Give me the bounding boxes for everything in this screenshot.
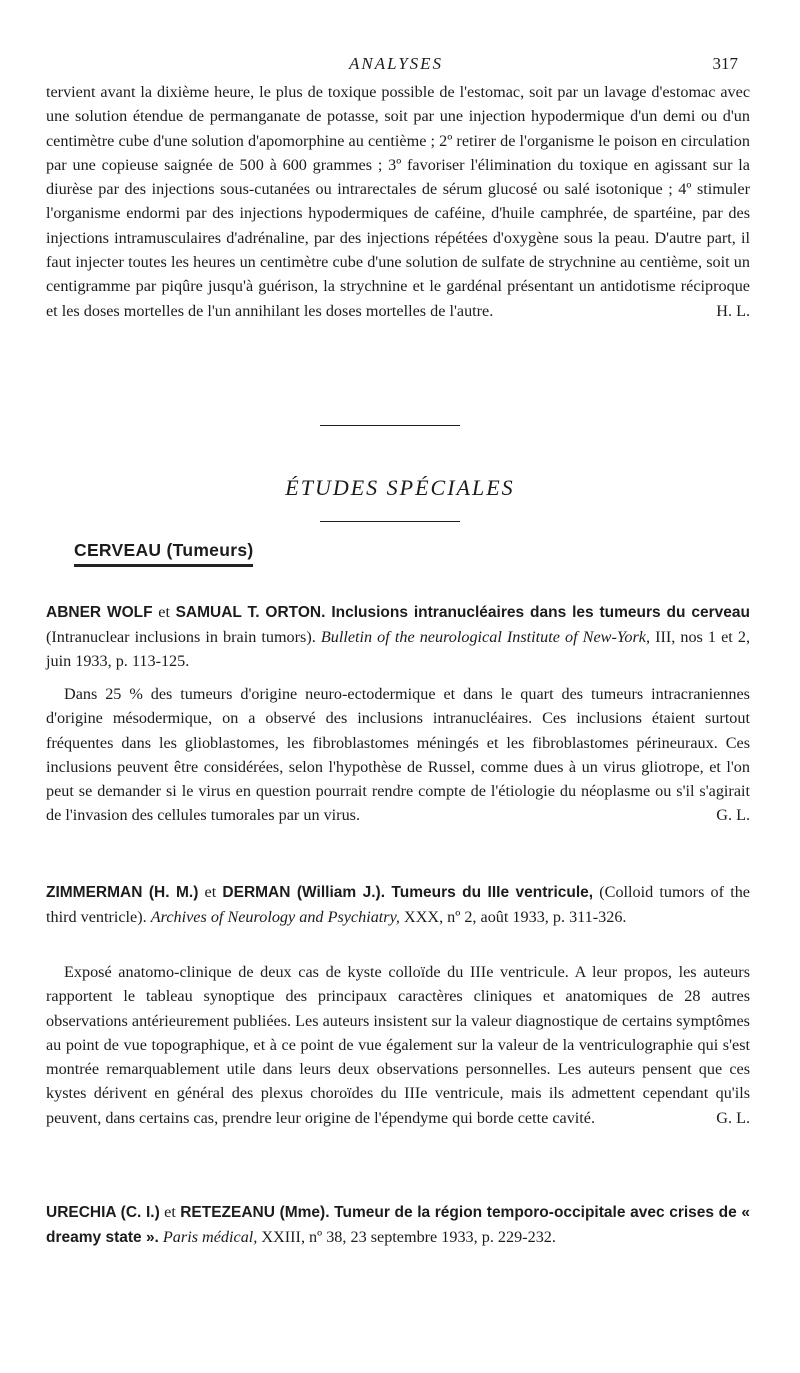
- entry-translation: (Colloid tumors of the third ventricle).: [46, 883, 750, 926]
- abstract-text: Dans 25 % des tumeurs d'origine neuro-ectodermique et dans le quart des tumeurs intracraniennes d'origine mésodermique, on a observé des inclusions intranucléaires. Ces inclusions étaient surtout fréquentes dans les glioblastomes, les fibroblastomes méningés et les fibroblastomes périneuraux. Ces inclusions peuvent être considérées, selon l'hypothèse de Russel, comme dues à un virus gliotrope, et l'on peut se demander si le virus en question pourrait rendre compte de l'étiologie du néoplasme ou s'il s'agirait de l'invasion des cellules tumorales par un virus.: [46, 685, 750, 825]
- bibliographic-entry: [46, 600, 750, 673]
- abstract-signature: G. L.: [716, 1108, 750, 1127]
- separator-rule: [320, 425, 460, 426]
- entry-journal: Paris médical,: [158, 1228, 258, 1246]
- section-title: ÉTUDES SPÉCIALES: [285, 475, 515, 500]
- entry-journal: Archives of Neurology and Psychiatry,: [150, 908, 400, 926]
- page-number: 317: [712, 54, 738, 73]
- entry-authors-2: RETEZEANU (Mme): [180, 1204, 326, 1221]
- entry-citation: XXX, nº 2, août 1933, p. 311-326.: [399, 908, 627, 926]
- intro-paragraph: [46, 80, 750, 323]
- bibliographic-entry: [46, 1200, 750, 1250]
- entry-citation: III, nos 1 et 2, juin 1933, p. 113-125.: [46, 628, 750, 670]
- entry-authors: ZIMMERMAN (H. M.): [46, 884, 199, 901]
- entry-connector: et: [152, 603, 176, 621]
- abstract-signature: G. L.: [716, 806, 750, 825]
- entry-authors: URECHIA (C. I.): [46, 1204, 160, 1221]
- subsection-heading: CERVEAU (Tumeurs): [74, 540, 253, 567]
- intro-signature: H. L.: [716, 301, 750, 320]
- entry-authors-2: SAMUAL T. ORTON: [175, 604, 322, 621]
- running-title: ANALYSES: [348, 54, 444, 73]
- bibliographic-entry: [46, 880, 750, 929]
- entry-authors: ABNER WOLF: [46, 604, 153, 621]
- entry-title: . Tumeurs du IIIe ventricule,: [380, 884, 594, 901]
- entry-translation: (Intranuclear inclusions in brain tumors).: [46, 628, 321, 646]
- entry-citation: XXIII, nº 38, 23 septembre 1933, p. 229-232.: [257, 1228, 556, 1246]
- entry-abstract: [46, 960, 750, 1130]
- entry-journal: Bulletin of the neurological Institute of New-York,: [320, 628, 650, 646]
- entry-abstract: [46, 682, 750, 828]
- entry-title: . Tumeur de la région temporo-occipitale avec crises de « dreamy state ».: [46, 1204, 751, 1246]
- entry-title: . Inclusions intranucléaires dans les tumeurs du cerveau: [321, 604, 750, 621]
- abstract-text: Exposé anatomo-clinique de deux cas de kyste colloïde du IIIe ventricule. A leur propos, les auteurs rapportent le tableau synoptique des principaux caractères cliniques et anatomiques de 28 autres observations antérieurement publiées. Les auteurs insistent sur la valeur diagnostique de certains symptômes au point de vue topographique, et à ce point de vue également sur la valeur de la ventriculographie qui s'est montrée remarquablement utile dans leurs deux observations personnelles. Les auteurs pensent que ces kystes dérivent en général des plexus choroïdes du IIIe ventricule, mais ils admettent cependant qu'ils peuvent, dans certains cas, prendre leur origine de l'épendyme qui borde cette cavité.: [46, 963, 750, 1127]
- section-rule: [320, 521, 460, 522]
- entry-connector: et: [198, 883, 223, 901]
- entry-connector: et: [159, 1203, 181, 1221]
- intro-text: tervient avant la dixième heure, le plus de toxique possible de l'estomac, soit par un lavage d'estomac avec une solution étendue de permanganate de potasse, soit par une injection hypodermique d'un demi ou d'un centimètre cube d'une solution d'apomorphine au centième ; 2º retirer de l'organisme le poison en circulation par une copieuse saignée de 500 à 600 grammes ; 3º favoriser l'élimination du toxique en agissant sur la diurèse par des injections sous-cutanées ou intrarectales de sérum glucosé ou salé isotonique ; 4º stimuler l'organisme endormi par des injections hypodermiques de caféine, d'huile camphrée, de spartéine, par des injections intramusculaires d'adrénaline, par des injections répétées d'oxygène sous la peau. D'autre part, il faut injecter toutes les heures un centimètre cube d'une solution de sulfate de strychnine au centième, soit un centigramme par piqûre jusqu'à guérison, la strychnine et le gardénal présentant un antidotisme réciproque et les doses mortelles de l'un annihilant les doses mortelles de l'autre.: [46, 83, 750, 320]
- entry-authors-2: DERMAN (William J.): [222, 884, 381, 901]
- running-head: [46, 54, 746, 76]
